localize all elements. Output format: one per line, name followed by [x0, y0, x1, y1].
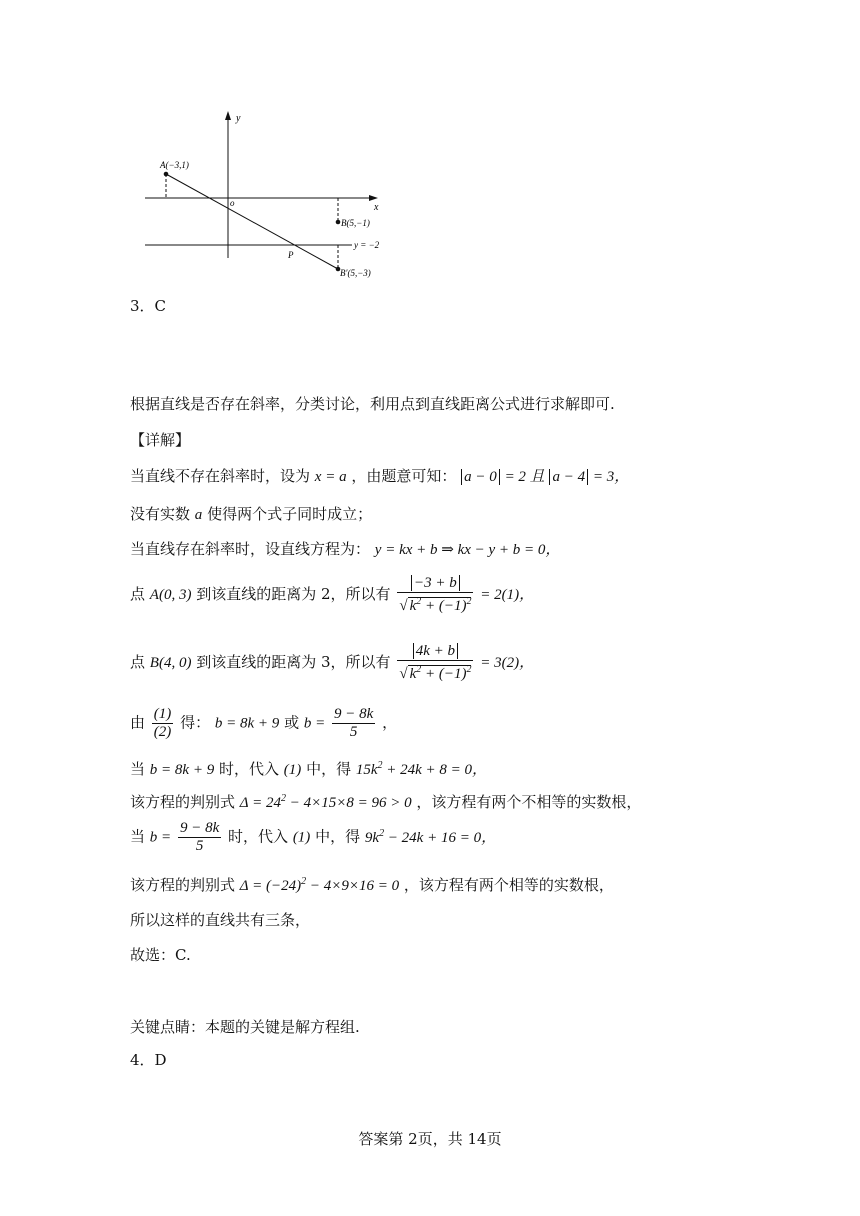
l9-eq-b: b = — [149, 829, 172, 846]
coordinate-figure — [140, 108, 400, 288]
x-axis-arrow — [369, 195, 378, 201]
l4-fraction: $\frac{-3 + b}{√ k^2 + (-1)^2}$ — [399, 575, 472, 614]
page-footer: 答案第 2页，共 14页 — [358, 1130, 502, 1148]
l6-text-f: ， — [382, 713, 398, 732]
l6-fraction — [332, 706, 375, 741]
point-a-label: A(−3,1) — [160, 160, 189, 170]
l3-text-a: 当直线存在斜率时，设直线方程为： — [130, 540, 371, 558]
key-point-text: 关键点睛：本题的关键是解方程组. — [130, 1018, 360, 1036]
l8-sup: 2 — [280, 793, 286, 804]
detail-heading: 【详解】 — [130, 431, 191, 449]
l7-ref: (1) — [283, 762, 302, 778]
l6-ratio-den: (2) — [153, 724, 172, 740]
l4-text-c: 到该直线的距离为 2，所以有 — [196, 585, 391, 603]
solution-line-3 — [130, 539, 560, 560]
l10-sup: 2 — [301, 876, 307, 887]
l4-tail: = 2(1)， — [480, 587, 535, 603]
l8-discriminant: $\Delta = 24^2 - 4\times 15\times 8 = 96 > 0$ — [239, 793, 412, 811]
analysis-text: 根据直线是否存在斜率，分类讨论，利用点到直线距离公式进行求解即可. — [130, 395, 615, 413]
point-a — [164, 172, 169, 177]
l7-text-a: 当 — [130, 760, 146, 778]
l1-text-a: 当直线不存在斜率时，设为 — [130, 467, 311, 485]
l5-fraction: $\frac{4k + b}{√ k^2 + (-1)^2}$ — [399, 643, 472, 682]
l4-point: A(0, 3) — [149, 587, 192, 603]
x-axis-label: x — [374, 202, 379, 213]
l7-sup: 2 — [377, 760, 383, 771]
l6-eq-1: b = 8k + 9 — [214, 715, 280, 732]
l4-den-a: k — [409, 598, 417, 614]
l5-sup-1: 2 — [416, 664, 422, 675]
l3-eq: y = kx + b ⇒ kx − y + b = 0， — [374, 542, 561, 558]
l9-fraction — [178, 820, 221, 855]
l9-ref: (1) — [292, 829, 311, 846]
l9-text-c: 时，代入 — [228, 827, 289, 846]
l5-tail: = 3(2)， — [480, 655, 535, 671]
l4-sup-1: 2 — [416, 596, 422, 607]
l10-text-d: ，该方程有两个相等的实数根， — [403, 876, 614, 894]
solution-line-7 — [130, 756, 487, 780]
l1-abs-1: a − 0 — [461, 469, 500, 485]
l4-num: −3 + b — [411, 575, 460, 591]
l7-eq-b: b = 8k + 9 — [149, 762, 215, 778]
solution-line-11: 所以这样的直线共有三条， — [130, 911, 311, 929]
l7-text-e: 中，得 — [306, 760, 352, 778]
origin-label: o — [230, 198, 235, 208]
l5-den-b: + (−1) — [425, 666, 467, 682]
l4-den-b: + (−1) — [425, 598, 467, 614]
l2-text-a: 没有实数 — [130, 505, 191, 523]
l6-frac-num: 9 − 8k — [334, 706, 374, 722]
l5-den-a: k — [409, 666, 417, 682]
l5-text-c: 到该直线的距离为 3，所以有 — [196, 653, 391, 671]
solution-line-2 — [130, 504, 372, 525]
l9-text-e: 中，得 — [315, 827, 361, 846]
l6-frac-den: 5 — [349, 724, 358, 740]
l10-discriminant: $\Delta = (-24)^2 - 4\times 9\times 16 = 0$ — [239, 876, 400, 894]
l7-text-c: 时，代入 — [218, 760, 279, 778]
line-y-minus-2-label: y = −2 — [354, 240, 380, 250]
l10-text-a: 该方程的判别式 — [130, 876, 236, 894]
l1-abs-2: a − 4 — [549, 469, 588, 485]
solution-line-5 — [130, 643, 534, 683]
l6-ratio — [152, 706, 174, 741]
question-3-heading: 3．C — [130, 297, 167, 315]
solution-line-8 — [130, 789, 641, 813]
point-b-prime-label: B′(5,−3) — [340, 268, 371, 278]
point-p-label: P — [288, 250, 294, 260]
l1-text-c: ，由题意可知： — [351, 467, 457, 485]
l8-text-d: ，该方程有两个不相等的实数根， — [416, 793, 642, 811]
l5-text-a: 点 — [130, 653, 146, 671]
l4-text-a: 点 — [130, 585, 146, 603]
l8-text-a: 该方程的判别式 — [130, 793, 236, 811]
segment-a-bprime — [166, 174, 338, 269]
l6-text-b: 得： — [180, 713, 211, 732]
l9-frac-den: 5 — [195, 838, 204, 854]
solution-line-12: 故选：C. — [130, 946, 191, 964]
l5-point: B(4, 0) — [149, 655, 192, 671]
solution-line-1 — [130, 466, 629, 487]
y-axis-arrow — [225, 111, 231, 120]
l7-eq-f: $15k^2 + 24k + 8 = 0$， — [355, 760, 488, 778]
l9-frac-num: 9 − 8k — [179, 820, 220, 836]
l4-sup-2: 2 — [466, 596, 472, 607]
solution-line-9 — [130, 820, 496, 855]
l1-text-g: = 3， — [592, 469, 630, 485]
l6-ratio-num: (1) — [153, 706, 172, 722]
question-4-heading: 4．D — [130, 1051, 167, 1069]
solution-line-4 — [130, 575, 534, 615]
point-b — [336, 220, 341, 225]
l9-text-a: 当 — [130, 827, 146, 846]
l5-num: 4k + b — [413, 643, 458, 659]
solution-line-10 — [130, 872, 614, 896]
l2-var-a: a — [194, 507, 203, 523]
point-b-label: B(5,−1) — [341, 218, 370, 228]
l1-text-e: = 2 且 — [504, 469, 545, 485]
l5-sup-2: 2 — [466, 664, 472, 675]
l6-text-a: 由 — [130, 713, 146, 732]
l9-sup: 2 — [379, 827, 385, 839]
l6-eq-2: b = — [303, 715, 326, 732]
l2-text-c: 使得两个式子同时成立； — [207, 505, 373, 523]
y-axis-label: y — [236, 113, 241, 124]
l1-eq-x: x = a — [314, 469, 347, 485]
solution-line-6 — [130, 706, 397, 741]
l9-eq-f: $9k^2 - 24k + 16 = 0$， — [364, 827, 497, 846]
l6-text-d: 或 — [284, 713, 300, 732]
